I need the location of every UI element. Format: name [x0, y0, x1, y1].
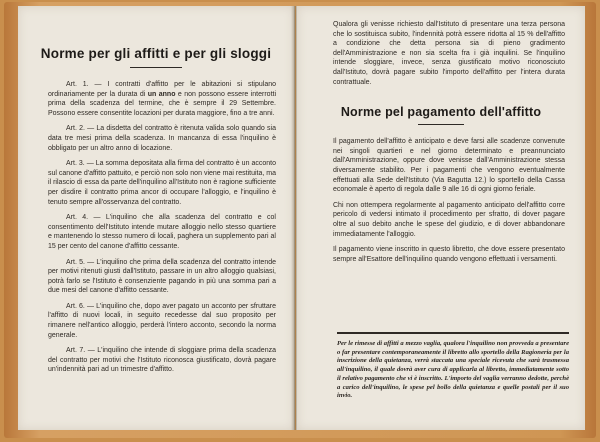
payment-paragraph-2: Chi non ottempera regolarmente al pagamento anticipato dell'affitto corre pericolo di vedersi intimato il procedimento per sfratto, di dover pagare oltre al suo debito anche le spese del giudizio, e di dover abbandonare immediatamente l'alloggio.: [333, 201, 565, 238]
article-4: Art. 4. — L'inquilino che alla scadenza del contratto e col consentimento dell'Istituto intende mutare alloggio nello stesso quartiere e mantenendo lo stesso numero di locali, paghera un supplemento pari al 15 per cento del canone d'affitto cessante.: [48, 214, 276, 250]
intro-paragraph: Qualora gli venisse richiesto dall'Istituto di presentare una terza persona che lo sostituisca subito, l'indennità potrà essere ridotta al 15 % dell'affitto a condizione che detta persona sia di pieno gradimento dell'Amministrazione e non sia scelta fra i già inquilini. Se l'inquilino intende sloggiare, invece, senza giustificato motivo riconosciuto dall'Istituto, dovrà pagare subito l'importo dell'affitto per l'intera durata contrattuale.: [333, 21, 565, 86]
article-5: Art. 5. — L'inquilino che prima della scadenza del contratto intende per motivi ritenuti giusti dall'Istituto, passare in un altro alloggio qualsiasi, potrà farlo se l'Istituto è consenziente pagando in più una somma pari a due mesi del canone d'affitto cessante.: [48, 258, 276, 295]
postal-order-notice: Per le rimesse di affitti a mezzo vaglia, qualora l'inquilino non provveda a presentare o far presentare contemporaneamente il libretto allo sportello della Ragioneria per la inscrizione della quietanza, verrà staccata una speciale ricevuta che sarà trasmessa all'inquilino, il quale dovrà aver cura di applicarla al libretto, immediatamente sotto il relativo pagamento che vi è inscritto. L'importo del vaglia verranno dedotte, perchè a carico dell'inquilino, le spese pel bollo della quietanza e quelle postali per il suo invio.: [337, 332, 569, 401]
article-1-bold: un anno: [147, 90, 176, 98]
right-page: [296, 6, 585, 430]
payment-paragraph-3: Il pagamento viene inscritto in questo libretto, che dove essere presentato sempre all'Esattore dell'inquilino quando vengono effettuati i versamenti.: [333, 246, 565, 263]
article-1: [48, 80, 276, 118]
title-rule: [130, 67, 182, 68]
right-page-title: Norme pel pagamento dell'affitto: [340, 105, 542, 120]
title-rule: [418, 124, 464, 125]
left-page: [18, 6, 295, 430]
article-1-text-end: e non possono essere interrotti prima della scadenza del termine, che è sempre il 29 Settembre. Possono essere consentite locazioni per durata maggiore, fino a tre anni.: [48, 90, 277, 117]
left-page-title: Norme per gli affitti e per gli sloggi: [40, 46, 272, 61]
article-7: Art. 7. — L'inquilino che intende di sloggiare prima della scadenza del contratto per motivi che l'Istituto riconosca giustificato, dovrà pagare un'indennità pari ad un trimestre d'affitto.: [48, 347, 276, 374]
article-1-text: Art. 1. — I contratti d'affitto per le abitazioni si stipulano ordinariamente per la durata di: [48, 81, 276, 98]
payment-paragraph-1: Il pagamento dell'affitto è anticipato e deve farsi alle scadenze convenute nei singoli quartieri e nel giorno determinato e preannunciato dall'Amministrazione, oppure dove venisse dall'Amministrazione stessa diversamente stabilito. Per i pagamenti che vengono eventualmente effettuati alla Sede dell'Istituto (Via Bagutta 12.) lo sportello della Cassa economale è aperto di regola dalle 9 alle 16 di ogni giorno feriale.: [333, 138, 565, 194]
article-3: Art. 3. — La somma depositata alla firma del contratto è un acconto sul canone d'affitto pattuito, e perciò non solo non viene mai restituita, ma il rilascio di essa da parte dell'inquilino all'Istituto non è ragione sufficiente per disdire il contratto prima ancor di occupare l'alloggio, e l'inquilino è tenuto sempre all'osservanza del contratto.: [48, 160, 276, 206]
article-6: Art. 6. — L'inquilino che, dopo aver pagato un acconto per sfruttare l'affitto di nuovi locali, in seguito recedesse dal suo proposito per rimanere nell'antico alloggio, perderà l'intero acconto, secondo la norma generale.: [48, 302, 276, 339]
article-2: Art. 2. — La disdetta del contratto è ritenuta valida solo quando sia data tre mesi prima della scadenza. In mancanza di essa l'inquilino è obbligato per un altro anno di locazione.: [48, 125, 276, 152]
